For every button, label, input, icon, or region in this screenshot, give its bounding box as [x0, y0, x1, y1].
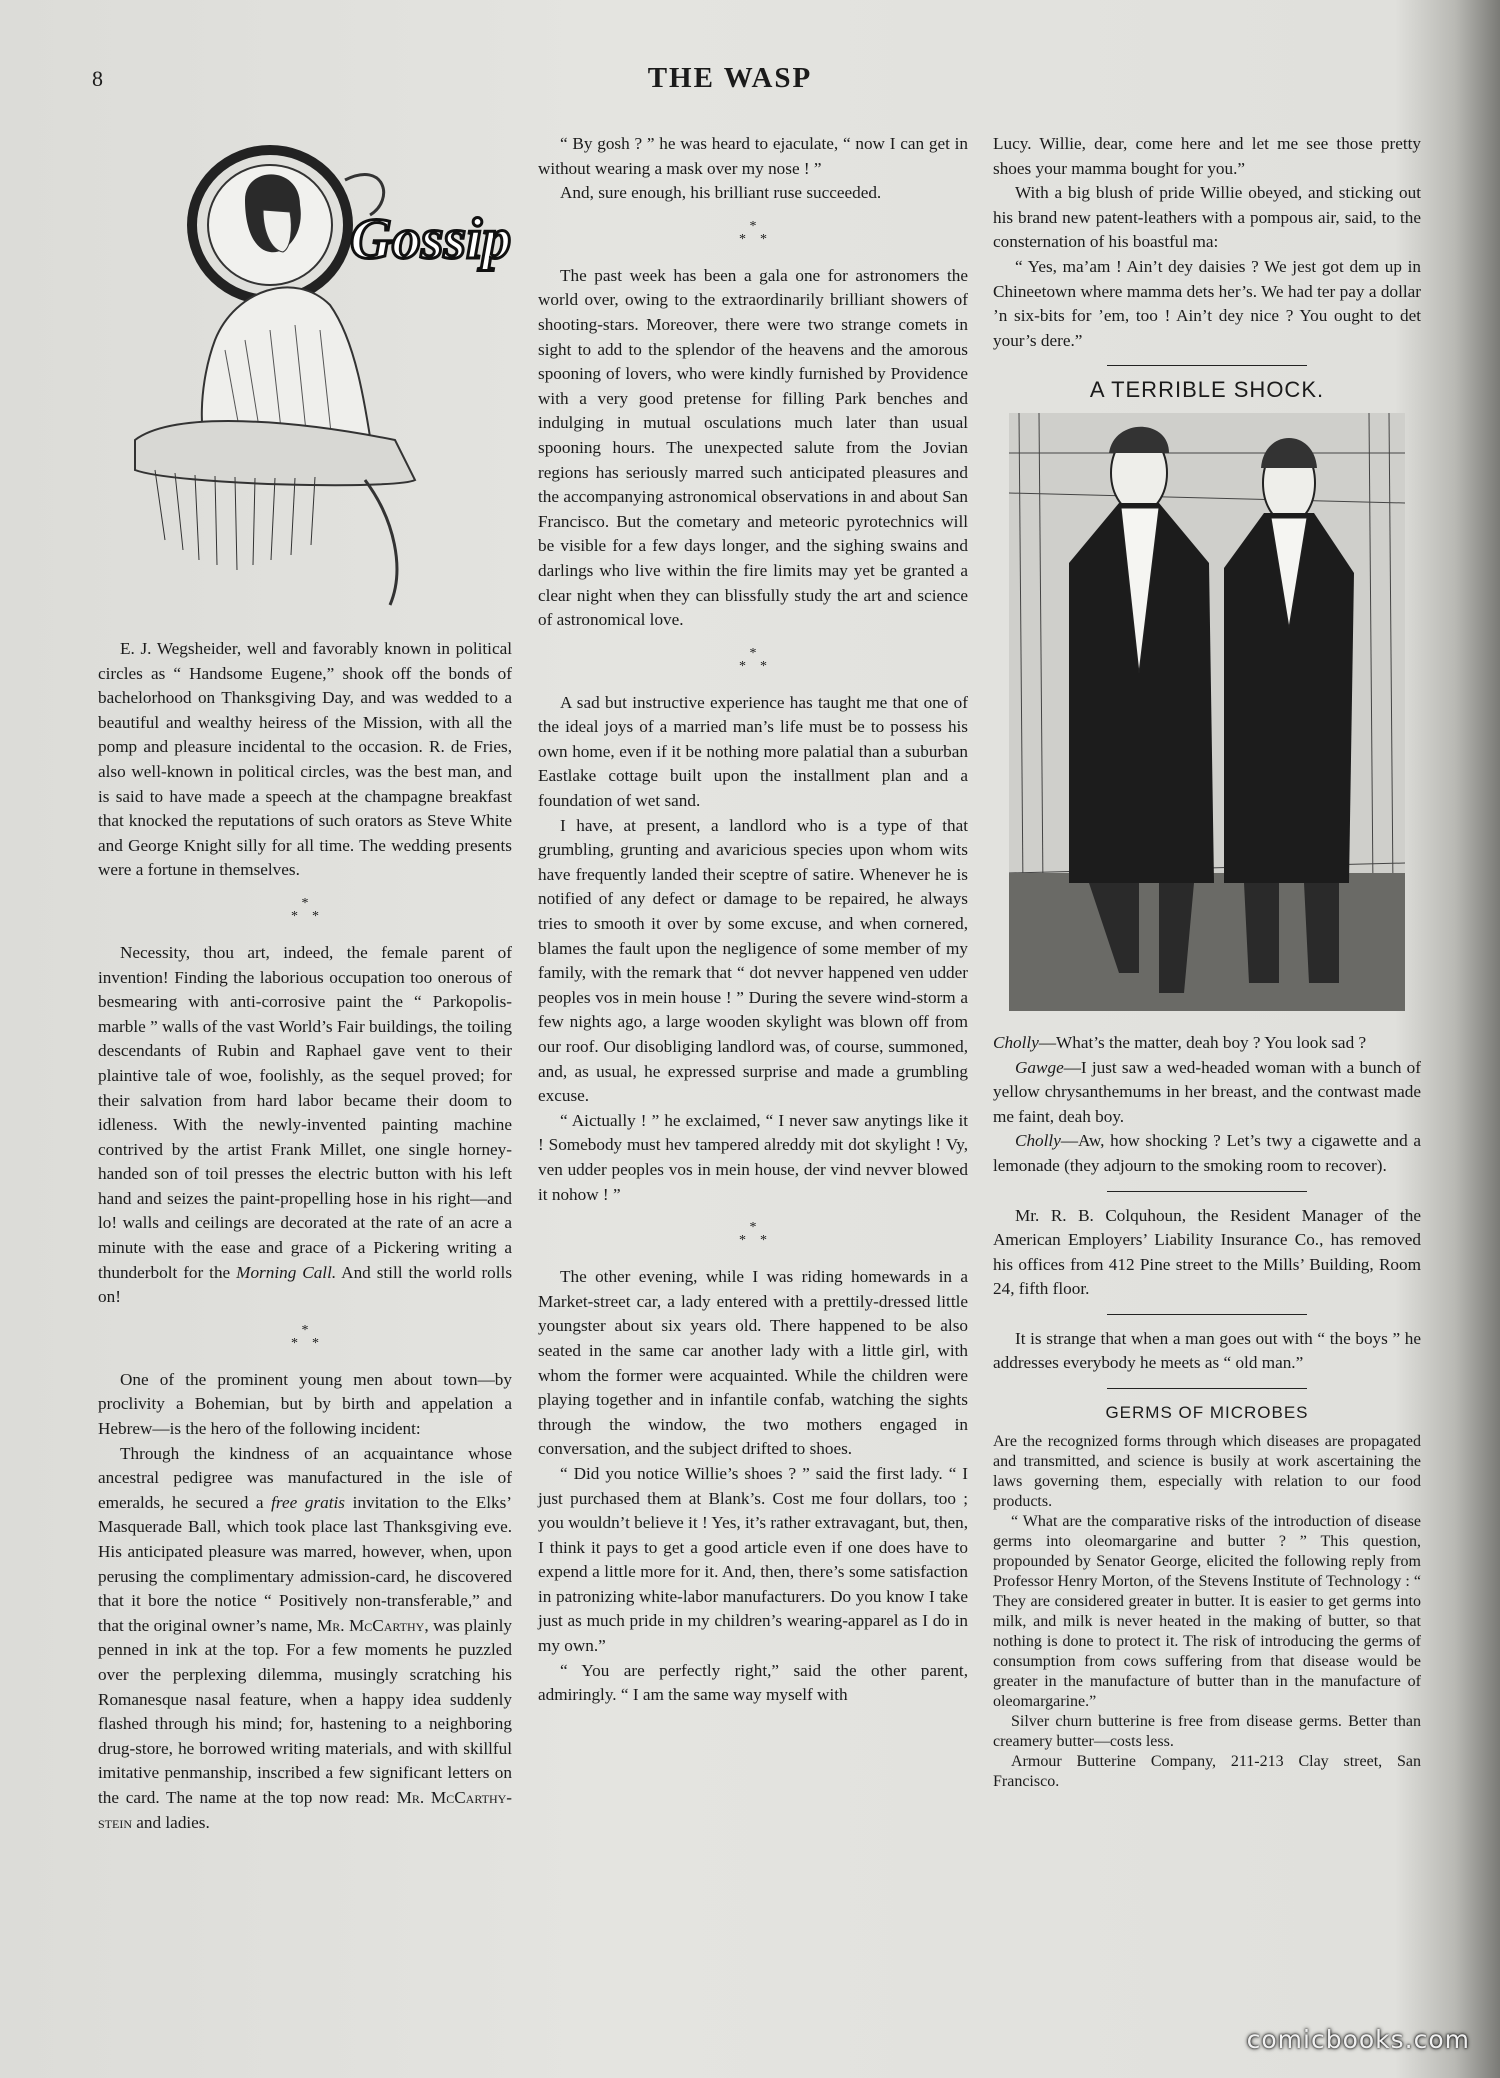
paragraph: “ You are perfectly right,” said the other parent, admiringly. “ I am the same way myself with — [538, 1660, 968, 1705]
caption: Gawge—I just saw a wed-headed woman with a bunch of yellow chrysanthemums in her breast, and the contwast made me faint, deah boy. — [993, 1057, 1421, 1126]
paragraph: “ Did you notice Willie’s shoes ? ” said the first lady. “ I just purchased them at Blank’s. Cost me four dollars, too ; you wouldn’t believe it ! Yes, it’s rather extravagant, but, then, I think it pays to get a good article even if one does have to expend a little more for it. And, then, there’s some satisfaction in patronizing white-labor manufacturers. Do you know I take just as much pride in my children’s wearing-apparel as I do in my own.” — [538, 1463, 968, 1656]
paragraph: “ By gosh ? ” he was heard to ejaculate, “ now I can get in without wearing a mask over my nose ! ” — [538, 134, 968, 178]
section-divider: * * * — [291, 895, 319, 924]
paragraph: Silver churn butterine is free from disease germs. Better than creamery butter—costs less. — [993, 1712, 1421, 1750]
cartoon-title: A TERRIBLE SHOCK. — [1089, 377, 1325, 403]
paragraph: Lucy. Willie, dear, come here and let me see those pretty shoes your mamma bought for you.” — [993, 134, 1421, 178]
germs-article — [993, 1432, 1421, 1792]
section-divider: * * * — [739, 218, 767, 247]
paragraph: It is strange that when a man goes out with “ the boys ” he addresses everybody he meets as “ old man.” — [993, 1328, 1421, 1373]
column-3 — [993, 132, 1421, 1792]
divider-rule — [1107, 365, 1307, 366]
section-divider: * * * — [291, 1322, 319, 1351]
paragraph: The past week has been a gala one for astronomers the world over, owing to the extraordinarily brilliant showers of shooting-stars. Moreover, there were two strange comets in sight to add to the splendor of the heavens and the amorous spooning of lovers, who were kindly furnished by Providence with a very good pretense for filling Park benches and indulging in mutual osculations much later than usual spooning hours. The unexpected salute from the Jovian regions has seriously marred such anticipated pleasures and the accompanying astronomical observations in and about San Francisco. But the cometary and meteoric pyrotechnics will be visible for a few days longer, and the sighing swains and darlings who live within the fire limits may yet be granted a clear night when they can blissfully study the art and science of astronomical love. — [538, 265, 968, 630]
paragraph: With a big blush of pride Willie obeyed, and sticking out his brand new patent-leathers with a pompous air, said, to the consternation of his boastful ma: — [993, 183, 1421, 252]
page-number: 8 — [92, 66, 103, 91]
paragraph: Armour Butterine Company, 211-213 Clay street, San Francisco. — [993, 1752, 1421, 1790]
column-1 — [98, 637, 512, 1835]
paragraph: And, sure enough, his brilliant ruse succeeded. — [560, 183, 882, 203]
paragraph: I have, at present, a landlord who is a type of that grumbling, grunting and avaricious species upon whom wits have frequently landed their sceptre of satire. Whenever he is notified of any defect or damage to be repaired, he always tries to smooth it over by some excuse, and when cornered, blames the fault upon the negligence of some member of my family, with the remark that “ dot nevver happened ven udder peoples vos in mein house ! ” During the severe wind-storm a few nights ago, a large wooden skylight was blown off from our roof. Our disobliging landlord was, of course, summoned, and, as usual, he expressed surprise and made a grumbling excuse. — [538, 815, 968, 1106]
caption: Cholly—Aw, how shocking ? Let’s twy a cigawette and a lemonade (they adjourn to the smoking room to recover). — [993, 1131, 1421, 1175]
paragraph: “ Aictually ! ” he exclaimed, “ I never saw anytings like it ! Somebody must hev tampered alreddy mit dot skylight ! Vy, ven udder peoples vos in mein house, der vind nevver blowed it nohow ! ” — [538, 1110, 968, 1204]
paragraph: A sad but instructive experience has taught me that one of the ideal joys of a married man’s life must be to possess his own home, even if it be nothing more palatial than a suburban Eastlake cottage built upon the installment plan and a foundation of wet sand. — [538, 692, 968, 811]
section-divider: * * * — [739, 1220, 767, 1249]
germs-heading: GERMS OF MICROBES — [1105, 1403, 1309, 1423]
masthead: THE WASP — [647, 62, 813, 94]
paragraph: One of the prominent young men about town—by proclivity a Bohemian, but by birth and appelation a Hebrew—is the hero of the following incident: — [98, 1369, 512, 1439]
paragraph: Are the recognized forms through which diseases are propagated and transmitted, and science is busily at work ascertaining the laws governing them, especially with relation to our food products. — [993, 1432, 1421, 1510]
divider-rule — [1107, 1314, 1307, 1315]
column-2 — [538, 132, 968, 1708]
gossip-illustration — [95, 140, 525, 610]
gossip-title: Gossip — [350, 206, 512, 271]
section-divider: * * * — [739, 645, 767, 674]
paragraph: “ Yes, ma’am ! Ain’t dey daisies ? We jest got dem up in Chineetown where mamma dets her’s. We had ter pay a dollar ’n six-bits for ’em, too ! Ain’t dey nice ? You ought to det your’s dere.” — [993, 256, 1421, 350]
paragraph: Necessity, thou art, indeed, the female parent of invention! Finding the laborious occupation too onerous of besmearing with anti-corrosive paint the “ Parkopolis-marble ” walls of the vast World’s Fair buildings, the toiling descendants of Rubin and Raphael gave vent to their plaintive tale of woe, foolishly, as the sequel proved; for their salvation from hard labor became their doom to idleness. With the newly-invented painting machine contrived by the artist Frank Millet, one single horney-handed son of toil presses the electric button with his left hand and seizes the paint-propelling hose in his right—and lo! walls and ceilings are decorated at the rate of an acre a minute with the ease and grace of a Pickering writing a thunderbolt for the Morning Call. And still the world rolls on! — [98, 942, 513, 1307]
paragraph: Through the kindness of an acquaintance whose ancestral pedigree was manufactured in the isle of emeralds, he secured a free gratis invitation to the Elks’ Masquerade Ball, which took place last Thanksgiving eve. His anticipated pleasure was marred, however, when, upon perusing the complimentary admission-card, he discovered that it bore the notice “ Positively non-transferable,” and that the original owner’s name, Mr. McCarthy, was plainly penned in ink at the top. For a few moments he puzzled over the perplexing dilemma, musingly scratching his Romanesque nasal feature, when a happy idea suddenly flashed through his mind; for, hastening to a neighboring drug-store, he borrowed writing materials, and with skillful imitative penmanship, inscribed a few significant letters on the card. The name at the top now read: Mr. McCarthy-stein and ladies. — [98, 1443, 512, 1832]
paragraph: The other evening, while I was riding homewards in a Market-street car, a lady entered with a prettily-dressed little youngster about six years old. There happened to be also seated in the same car another lady with a little girl, with whom the former were acquainted. While the children were playing together and in infantile confab, watching the sights through the window, the two mothers engaged in conversation, and the subject drifted to shoes. — [538, 1267, 968, 1459]
paragraph: “ What are the comparative risks of the introduction of disease germs into oleomargarine and butter ? ” This question, propounded by Senator George, elicited the following reply from Professor Henry Morton, of the Stevens Institute of Technology : “ They are considered greater in butter. It is easier to get germs into milk, and milk is never heated in the making of butter, so that nothing is done to protect it. The risk of introducing the germs of consumption from cows suffering from that disease would be greater in the manufacture of butter than in the manufacture of oleomargarine.” — [993, 1512, 1421, 1710]
divider-rule — [1107, 1191, 1307, 1192]
paragraph: Mr. R. B. Colquhoun, the Resident Manager of the American Employers’ Liability Insurance Co., has removed his offices from 412 Pine street to the Mills’ Building, Room 24, fifth floor. — [993, 1205, 1421, 1299]
caption: Cholly—What’s the matter, deah boy ? You look sad ? — [993, 1032, 1367, 1052]
watermark: comicbooks.com — [1246, 2025, 1470, 2054]
cartoon-illustration — [1009, 413, 1405, 1011]
paragraph: E. J. Wegsheider, well and favorably known in political circles as “ Handsome Eugene,” shook off the bonds of bachelorhood on Thanksgiving Day, and was wedded to a beautiful and wealthy heiress of the Mission, with all the pomp and pleasure incidental to the occasion. R. de Fries, also well-known in political circles, was the best man, and is said to have made a speech at the champagne breakfast that knocked the reputations of such orators as Steve White and George Knight silly for all time. The wedding presents were a fortune in themselves. — [98, 639, 512, 880]
divider-rule — [1107, 1388, 1307, 1389]
